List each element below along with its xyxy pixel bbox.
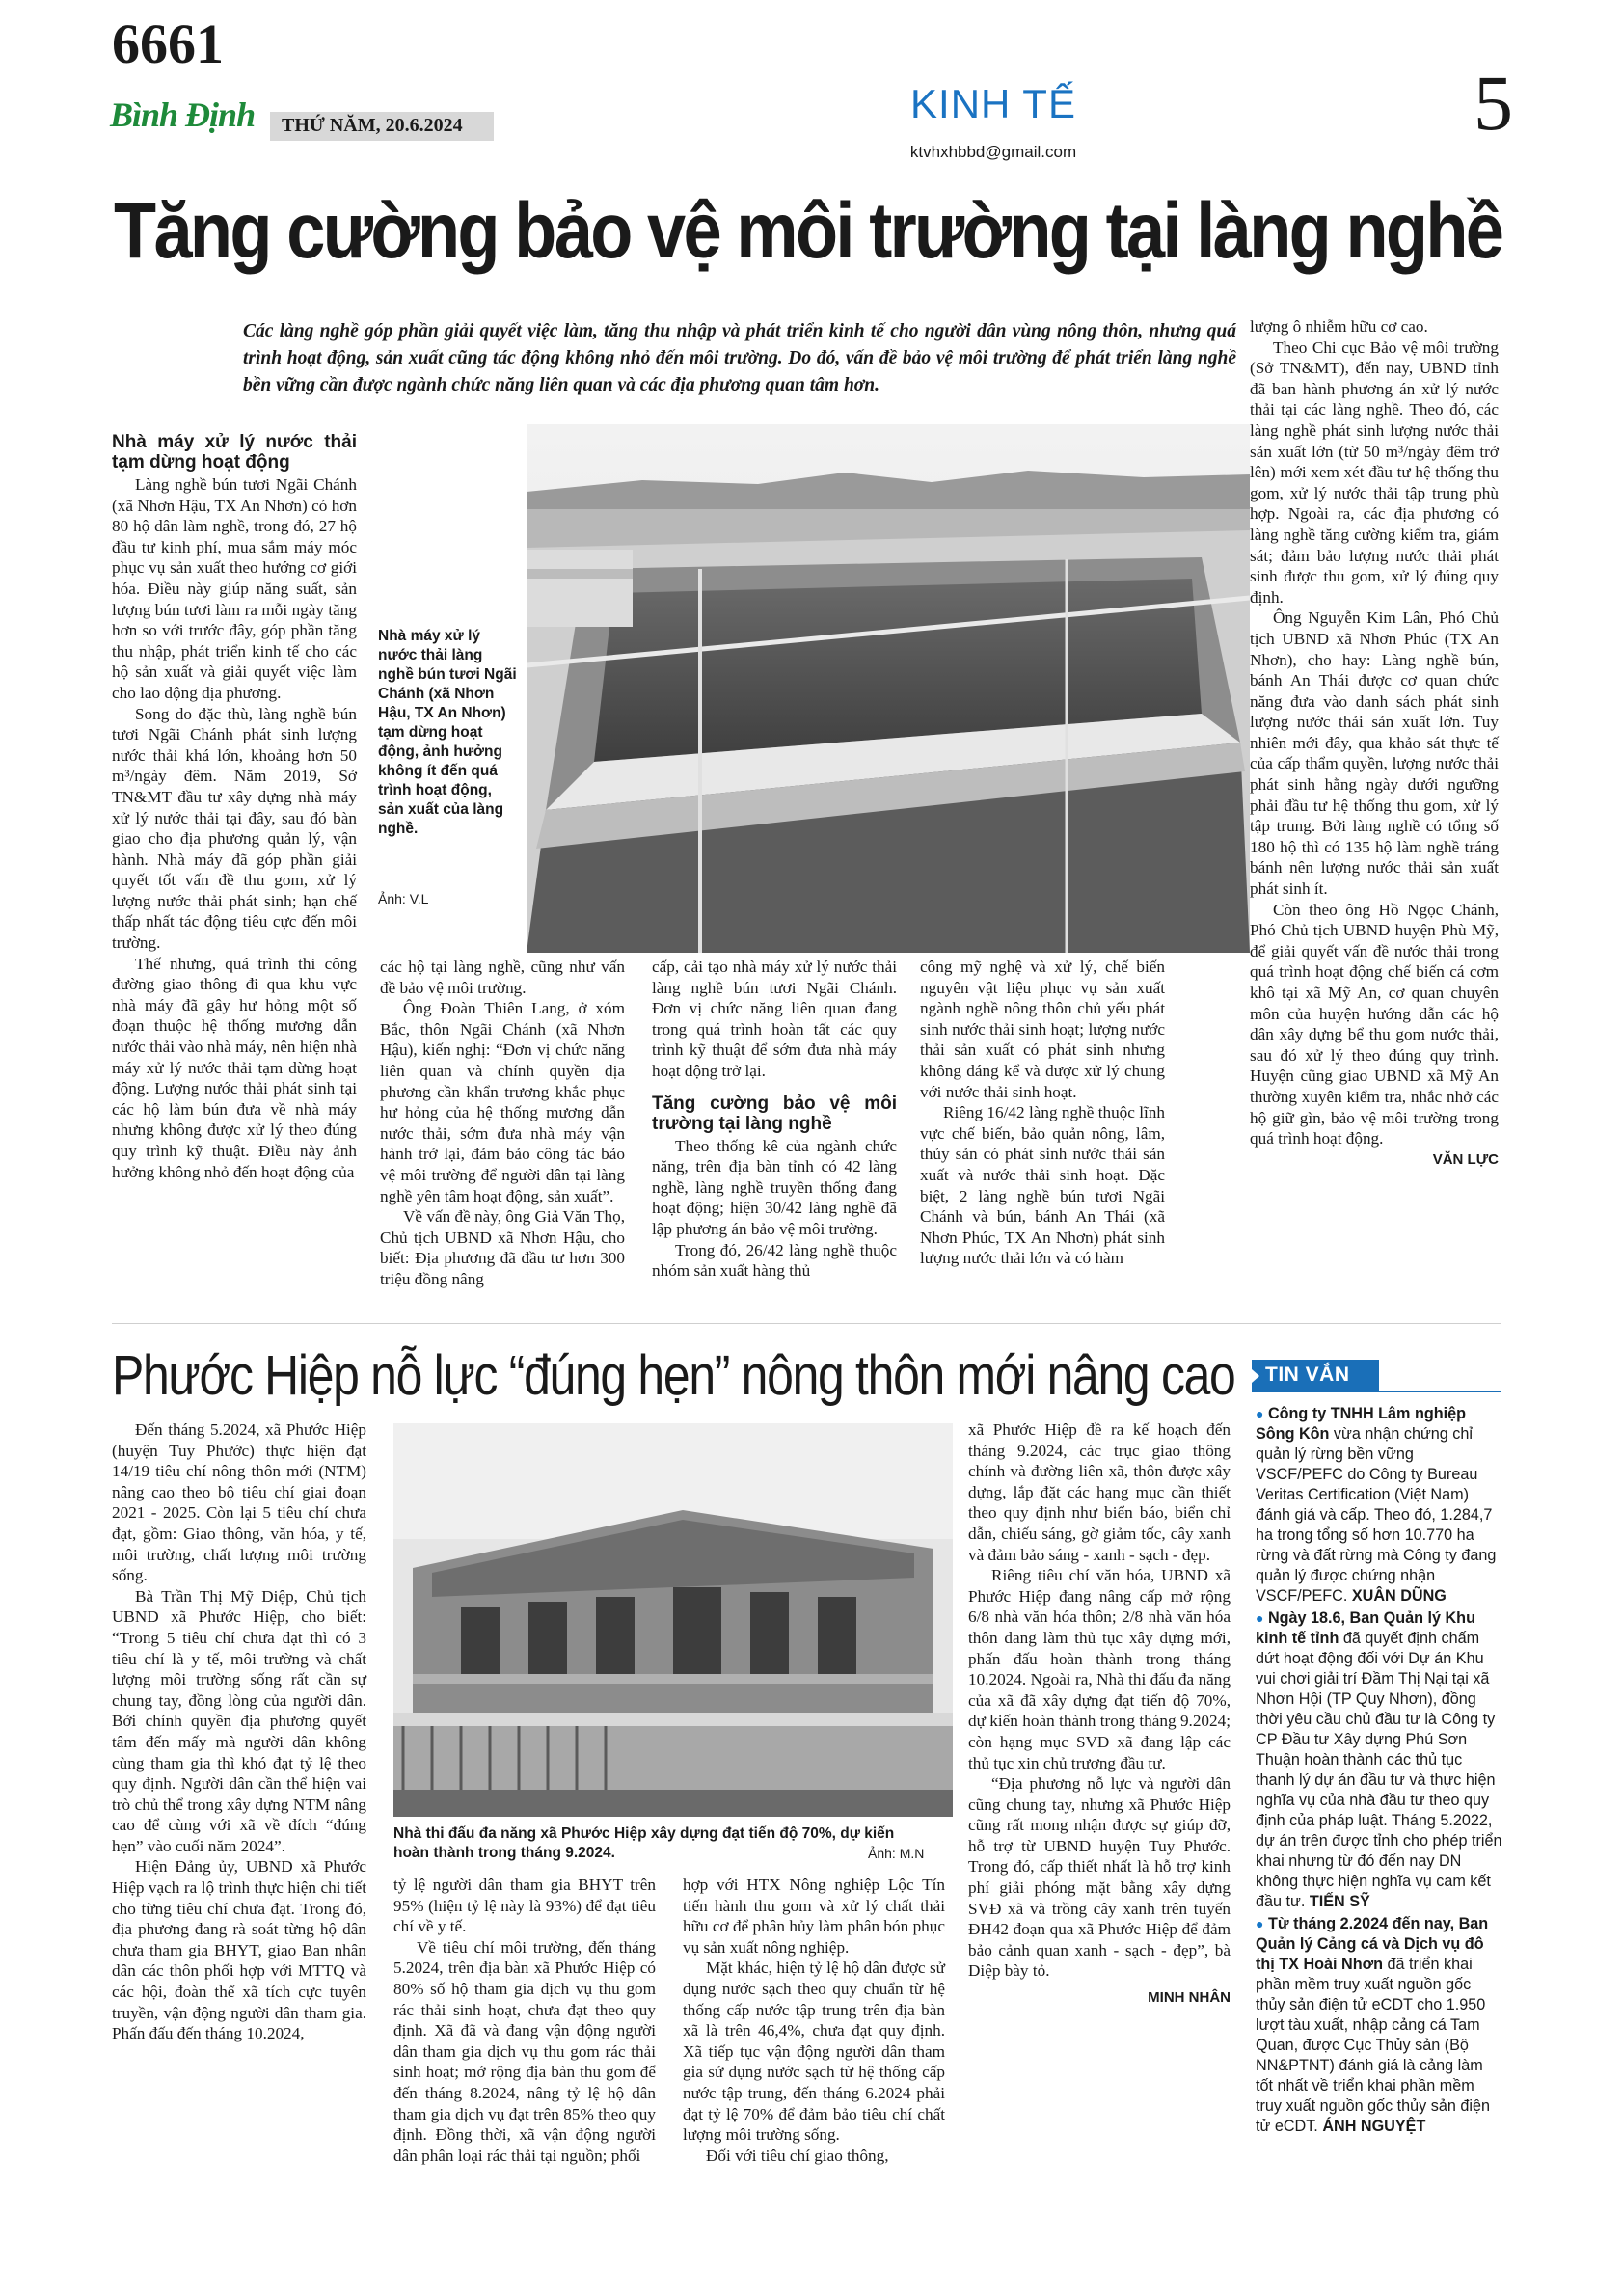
paragraph: lượng ô nhiễm hữu cơ cao. (1250, 317, 1428, 336)
article2-headline: Phước Hiệp nỗ lực “đúng hẹn” nông thôn mới nâng cao (112, 1344, 1235, 1407)
article1-headline: Tăng cường bảo vệ môi trường tại làng nghề (114, 187, 1502, 275)
article2-photo-caption: Nhà thi đấu đa năng xã Phước Hiệp xây dựng đạt tiến độ 70%, dự kiến hoàn thành trong tháng 9.2024. (393, 1825, 895, 1861)
paragraph: Ông Đoàn Thiên Lang, ở xóm Bắc, thôn Ngãi Chánh (xã Nhơn Hậu), kiến nghị: “Đơn vị chức năng liên quan và chính quyền địa phương cần khẩn trương khắc phục hư hỏng của hệ thống mương dẫn nước thải, sớm đưa nhà máy vận hành trở lại, đảm bảo công tác bảo vệ môi trường để người dân tại làng nghề yên tâm hoạt động, sản xuất”. (380, 999, 625, 1205)
tinvan-item (1256, 1608, 1502, 1912)
tinvan-item-author: ÁNH NGUYỆT (1322, 2118, 1426, 2135)
tinvan-item-body: vừa nhận chứng chỉ quản lý rừng bền vững VSCF/PEFC do Công ty Bureau Veritas Certification (Việt Nam) đánh giá và cấp. Theo đó, 1.284,7 ha trong tổng số hơn 10.770 ha rừng và đất rừng mà Công ty đang quản lý được chứng nhận VSCF/PEFC. (1256, 1425, 1497, 1605)
article1-col2 (380, 957, 625, 1290)
paper-name-logo: Bình Định (110, 95, 256, 134)
paragraph: công mỹ nghệ và xử lý, chế biến nguyên vật liệu phục vụ sản xuất ngành nghề nông thôn chủ yếu phát sinh nước thải sinh hoạt; lượng nước thải sản xuất có phát sinh nhưng không đáng kể và được xử lý chung với nước thải sinh hoạt. (920, 958, 1165, 1101)
bullet-icon: ● (1256, 1610, 1264, 1626)
water-treatment-tank-image (527, 424, 1250, 953)
section-title: KINH TẾ (910, 81, 1076, 126)
paragraph: Song do đặc thù, làng nghề bún tươi Ngãi Chánh phát sinh lượng nước thải khá lớn, khoảng hơn 50 m³/ngày đêm. Năm 2019, Sở TN&MT đầu tư xây dựng nhà máy xử lý nước thải tại đây, sau đó bàn giao cho địa phương quản lý, vận hành. Nhà máy đã góp phần giải quyết tốt vấn đề thu gom, xử lý lượng nước thải phát sinh; hạn chế thấp nhất tác động tiêu cực đến môi trường. (112, 704, 357, 953)
paragraph: Về tiêu chí môi trường, đến tháng 5.2024, trên địa bàn xã Phước Hiệp có 80% số hộ tham gia dịch vụ thu gom rác thải sinh hoạt, chưa đạt theo quy định. Xã đã và đang vận động người dân tham gia dịch vụ thu gom rác thải sinh hoạt; mở rộng địa bàn thu gom để đến tháng 8.2024, nâng tỷ lệ hộ dân tham gia dịch vụ đạt trên 85% theo quy định. Đồng thời, xã vận động người dân phân loại rác thải tại nguồn; phối (393, 1937, 656, 2165)
paragraph: các hộ tại làng nghề, cũng như vấn đề bảo vệ môi trường. (380, 958, 625, 997)
tinvan-item-lead: Công ty TNHH Lâm nghiệp Sông Kôn (1256, 1405, 1466, 1443)
paragraph: Còn theo ông Hồ Ngọc Chánh, Phó Chủ tịch UBND huyện Phù Mỹ, để giải quyết vấn đề nước thải trong quá trình hoạt động chế biến cá cơm khô tại xã Mỹ An, cơ quan chuyên môn của huyện hướng dẫn các hộ dân xây dựng bể thu gom nước thải, sau đó xử lý theo đúng quy trình. Huyện cũng giao UBND xã Mỹ An thường xuyên kiểm tra, nhắc nhở các hộ giữ gìn, bảo vệ môi trường trong quá trình hoạt động. (1250, 900, 1499, 1148)
paragraph: tỷ lệ người dân tham gia BHYT trên 95% (hiện tỷ lệ này là 93%) để đạt tiêu chí về y tế. (393, 1876, 656, 1936)
article1-col1 (112, 428, 357, 1182)
article2-col2 (393, 1875, 656, 2166)
paragraph: “Địa phương nỗ lực và người dân cũng chung tay, nhưng xã Phước Hiệp cũng rất mong nhận được sự giúp đỡ, hỗ trợ từ UBND huyện Tuy Phước. Trong đó, cấp thiết nhất là hỗ trợ kinh phí giải phóng mặt bằng xây dựng SVĐ xã và trồng cây xanh trên tuyến ĐH42 đoạn qua xã Phước Hiệp để đảm bảo cảnh quan xanh - sạch - đẹp”, bà Diệp bày tỏ. (968, 1774, 1231, 1981)
article1-byline: VĂN LỰC (1432, 1150, 1499, 1168)
paragraph: Theo thống kê của ngành chức năng, trên địa bàn tỉnh có 42 làng nghề, làng nghề truyền thống đang hoạt động; hiện 30/42 làng nghề đã lập phương án bảo vệ môi trường. (652, 1136, 897, 1238)
article1-subhead2: Tăng cường bảo vệ môi trường tại làng nghề (652, 1093, 897, 1134)
paragraph: Bà Trần Thị Mỹ Diệp, Chủ tịch UBND xã Phước Hiệp, cho biết: “Trong 5 tiêu chí chưa đạt thì có 3 tiêu chí là y tế, môi trường và chất lượng môi trường sống rất cần sự chung tay, đồng lòng của người dân. Bởi chính quyền địa phương quyết tâm đến mấy mà người dân không cùng tham gia thì khó đạt tỷ lệ theo quy định. Người dân cần thể hiện vai trò chủ thể trong xây dựng NTM nâng cao để cùng với xã về đích “đúng hẹn” vào cuối năm 2024”. (112, 1586, 366, 1855)
article1-sapo: Các làng nghề góp phần giải quyết việc làm, tăng thu nhập và phát triển kinh tế cho người dân vùng nông thôn, nhưng quá trình hoạt động, sản xuất cũng tác động không nhỏ đến môi trường. Do đó, vấn đề bảo vệ môi trường để phát triển làng nghề bền vững cần được ngành chức năng liên quan và các địa phương quan tâm hơn. (243, 321, 1236, 395)
bullet-icon: ● (1256, 1916, 1264, 1931)
article2-byline: MINH NHÂN (1148, 1989, 1231, 2007)
paragraph: Trong đó, 26/42 làng nghề thuộc nhóm sản xuất hàng thủ (652, 1240, 897, 1281)
article1-col4 (920, 957, 1165, 1269)
article1-col3 (652, 957, 897, 1282)
divider (112, 1323, 1501, 1324)
tinvan-item-author: XUÂN DŨNG (1351, 1587, 1447, 1605)
article2-col1 (112, 1419, 366, 2044)
tinvan-item (1256, 1404, 1502, 1607)
tinvan-item-lead: Ngày 18.6, Ban Quản lý Khu kinh tế tỉnh (1256, 1609, 1475, 1647)
paragraph: Đối với tiêu chí giao thông, (706, 2146, 889, 2165)
issue-date: THỨ NĂM, 20.6.2024 (282, 115, 463, 136)
section-email: ktvhxhbbd@gmail.com (909, 143, 1077, 161)
paragraph: cấp, cải tạo nhà máy xử lý nước thải làng nghề bún tươi Ngãi Chánh. Đơn vị chức năng liên quan đang trong quá trình hoàn tất các quy trình kỹ thuật để sớm đưa nhà máy hoạt động trở lại. (652, 958, 897, 1080)
article1-photo-credit: Ảnh: V.L (378, 891, 429, 906)
article2-photo (393, 1423, 953, 1817)
paragraph: Đến tháng 5.2024, xã Phước Hiệp (huyện Tuy Phước) thực hiện đạt 14/19 tiêu chí nông thôn mới (NTM) nâng cao theo bộ tiêu chí giai đoạn 2021 - 2025. Còn lại 5 tiêu chí chưa đạt, gồm: Giao thông, văn hóa, y tế, môi trường, chất lượng môi trường sống. (112, 1420, 366, 1585)
paragraph: Riêng tiêu chí văn hóa, UBND xã Phước Hiệp đang nâng cấp mở rộng 6/8 nhà văn hóa thôn; 2/8 nhà văn hóa thôn đang làm thủ tục xây dựng mới, phấn đấu hoàn thành trong tháng 10.2024. Ngoài ra, Nhà thi đấu đa năng của xã đã xây dựng đạt tiến độ 70%, dự kiến hoàn thành trong tháng 9.2024; còn hạng mục SVĐ xã đang lập các thủ tục xin chủ trương đầu tư. (968, 1566, 1231, 1772)
paragraph: Hiện Đảng ủy, UBND xã Phước Hiệp vạch ra lộ trình thực hiện chi tiết cho từng tiêu chí chưa đạt. Trong đó, địa phương đang rà soát từng hộ dân chưa tham gia BHYT, giao Ban nhân dân các thôn phối hợp với MTTQ và các hội, đoàn thể xã tích cực tuyên truyền, vận động người dân tham gia. Phấn đấu đến tháng 10.2024, (112, 1857, 366, 2043)
bullet-icon: ● (1256, 1406, 1264, 1421)
article1-photo-caption: Nhà máy xử lý nước thải làng nghề bún tươi Ngãi Chánh (xã Nhơn Hậu, TX An Nhơn) tạm dừng hoạt động, ảnh hưởng không ít đến quá trình hoạt động, sản xuất của làng nghề. (378, 628, 517, 837)
paragraph: Thế nhưng, quá trình thi công đường giao thông đi qua khu vực nhà máy đã gây hư hỏng một số đoạn thuộc hệ thống mương dẫn nước thải vào nhà máy, nên hiện nhà máy xử lý nước thải tạm dừng hoạt động. Lượng nước thải phát sinh tại các hộ làm bún đưa về nhà máy nhưng không được xử lý theo đúng quy trình kỹ thuật. Điều này ảnh hưởng không nhỏ đến hoạt động của (112, 954, 357, 1181)
article2-photo-credit: Ảnh: M.N (868, 1846, 925, 1861)
issue-number: 6661 (112, 13, 224, 75)
sports-hall-construction-image (393, 1423, 953, 1817)
tinvan-item-lead: Từ tháng 2.2024 đến nay, Ban Quản lý Cảng cá và Dịch vụ đô thị TX Hoài Nhơn (1256, 1915, 1489, 1973)
tinvan-item-body: đã quyết định chấm dứt hoạt động đối với Dự án Khu vui chơi giải trí Đầm Thị Nại tại xã Nhơn Hội (TP Quy Nhơn), đồng thời yêu cầu chủ đầu tư là Công ty CP Đầu tư Xây dựng Phú Sơn Thuận hoàn thành các thủ tục thanh lý dự án đầu tư và thực hiện nghĩa vụ của nhà đầu tư theo quy định của pháp luật. Tháng 5.2022, dự án trên được tỉnh cho phép triển khai nhưng từ đó đến nay DN không thực hiện nghĩa vụ cam kết đầu tư. (1256, 1630, 1502, 1910)
article1-subhead1: Nhà máy xử lý nước thải tạm dừng hoạt động (112, 432, 357, 473)
paragraph: Mặt khác, hiện tỷ lệ hộ dân được sử dụng nước sạch theo quy chuẩn từ hệ thống cấp nước tập trung trên địa bàn xã là trên 46,4%, chưa đạt quy định. Xã tiếp tục vận động người dân tham gia sử dụng nước sạch từ hệ thống cấp nước tập trung, đến tháng 6.2024 phải đạt tỷ lệ 70% để đảm bảo tiêu chí chất lượng môi trường sống. (683, 1958, 945, 2145)
paragraph: Theo Chi cục Bảo vệ môi trường (Sở TN&MT), đến nay, UBND tỉnh đã ban hành phương án xử lý nước thải tại các làng nghề. Theo đó, các làng nghề phát sinh lượng nước thải sản xuất lớn (từ 50 m³/ngày đêm trở lên) mới xem xét đầu tư hệ thống thu gom, xử lý nước thải tập trung phù hợp. Ngoài ra, các địa phương có làng nghề tăng cường kiểm tra, giám sát; đảm bảo lượng nước thải phát sinh được thu gom, xử lý đúng quy định. (1250, 338, 1499, 607)
article2-col4 (968, 1419, 1231, 2009)
tinvan-rule (1379, 1391, 1501, 1392)
tinvan-item-author: TIẾN SỸ (1309, 1893, 1370, 1910)
tinvan-item-body: đã triển khai phần mềm truy xuất nguồn gốc thủy sản điện tử eCDT cho 1.950 lượt tàu xuất, nhập cảng cá Tam Quan, được Cục Thủy sản (Bộ NN&PTNT) đánh giá là cảng làm tốt nhất về triển khai phần mềm truy xuất nguồn gốc thủy sản điện tử eCDT. (1256, 1956, 1490, 2135)
tinvan-item (1256, 1914, 1502, 2137)
tinvan-label: TIN VẮN (1265, 1364, 1350, 1386)
tinvan-list (1256, 1404, 1502, 2137)
paragraph: Ông Nguyễn Kim Lân, Phó Chủ tịch UBND xã Nhơn Phúc (TX An Nhơn), cho hay: Làng nghề bún, bánh An Thái được cơ quan chức năng đưa vào danh sách phát sinh lượng nước thải sản xuất lớn. Tuy nhiên mới đây, qua khảo sát thực tế của cấp thẩm quyền, lượng nước thải phát sinh hằng ngày dưới ngưỡng phải đầu tư hệ thống thu gom, xử lý tập trung. Bởi làng nghề có tổng số 180 hộ thì có 135 hộ làm nghề tráng bánh nên lượng nước thải sản xuất phát sinh ít. (1250, 608, 1499, 899)
tinvan-label-arrow (1252, 1369, 1259, 1383)
page-number: 5 (1474, 59, 1513, 147)
article1-photo (527, 424, 1250, 953)
article1-col5 (1250, 316, 1499, 1170)
paragraph: Riêng 16/42 làng nghề thuộc lĩnh vực chế biến, bảo quản nông, lâm, thủy sản có phát sinh nước thải sản xuất và nước thải sinh hoạt. Đặc biệt, 2 làng nghề bún tươi Ngãi Chánh và bún, bánh An Thái (xã Nhơn Phúc, TX An Nhơn) phát sinh lượng nước thải lớn và có hàm (920, 1103, 1165, 1268)
paragraph: Làng nghề bún tươi Ngãi Chánh (xã Nhơn Hậu, TX An Nhơn) có hơn 80 hộ dân làm nghề, trong đó, 27 hộ đầu tư kinh phí, mua sắm máy móc phục vụ sản xuất theo hướng cơ giới hóa. Điều này giúp năng suất, sản lượng bún tươi làm ra mỗi ngày tăng hơn so với trước đây, góp phần tăng thu nhập, phát triển kinh tế cho các hộ sản xuất và giải quyết việc làm cho lao động địa phương. (112, 475, 357, 702)
article2-col3 (683, 1875, 945, 2166)
paragraph: hợp với HTX Nông nghiệp Lộc Tín tiến hành thu gom và xử lý chất thải hữu cơ để phân hủy làm phân bón phục vụ sản xuất nông nghiệp. (683, 1876, 945, 1957)
paragraph: xã Phước Hiệp đề ra kế hoạch đến tháng 9.2024, các trục giao thông chính và đường liên xã, thôn được xây dựng, lắp đặt các hạng mục cần thiết theo quy định như biển báo, biển chỉ dẫn, chiếu sáng, gờ giảm tốc, cây xanh và đảm bảo sáng - xanh - sạch - đẹp. (968, 1420, 1231, 1564)
paragraph: Về vấn đề này, ông Giả Văn Thọ, Chủ tịch UBND xã Nhơn Hậu, cho biết: Địa phương đã đầu tư hơn 300 triệu đồng nâng (380, 1207, 625, 1288)
